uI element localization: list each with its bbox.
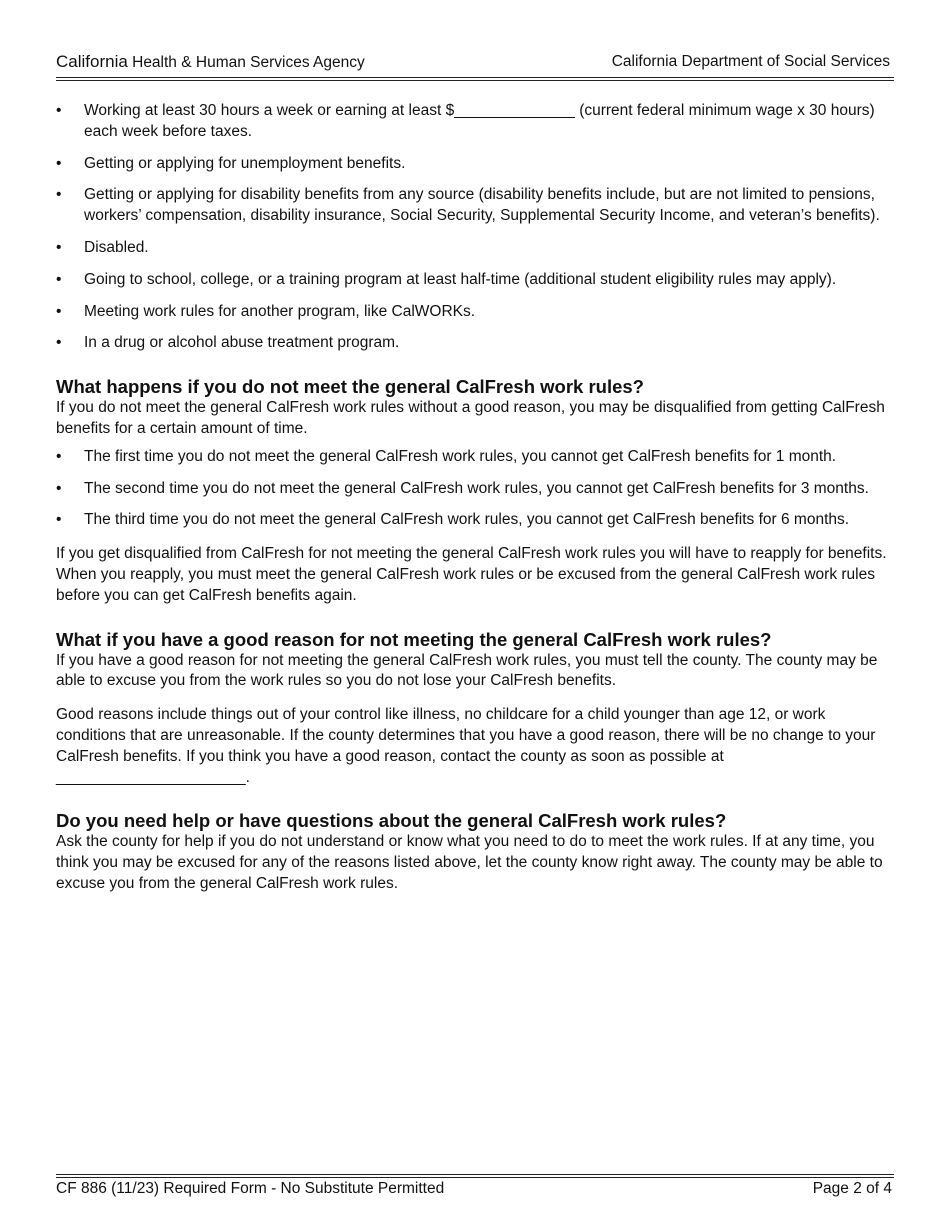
list-item-text: The third time you do not meet the general CalFresh work rules, you cannot get CalFresh benefits for 6 months. — [84, 511, 850, 529]
list-item-text: Getting or applying for unemployment benefits. — [84, 154, 406, 172]
section-heading-help: Do you need help or have questions about the general CalFresh work rules? — [56, 810, 727, 832]
section-intro: If you do not meet the general CalFresh work rules without a good reason, you may be disqualified from getting CalFresh benefits for a certain amount of time. — [56, 399, 885, 437]
list-item-text: Meeting work rules for another program, like CalWORKs. — [84, 302, 476, 320]
list-item — [56, 270, 892, 291]
list-item-text: In a drug or alcohol abuse treatment program. — [84, 334, 400, 352]
section-heading-disqualification: What happens if you do not meet the general CalFresh work rules? — [56, 376, 644, 398]
list-item-text: The first time you do not meet the general CalFresh work rules, you cannot get CalFresh benefits for 1 month. — [84, 447, 837, 465]
section-heading-good-reason: What if you have a good reason for not meeting the general CalFresh work rules? — [56, 628, 772, 650]
bullet: • — [56, 334, 62, 352]
good-reason-paragraph-1: If you have a good reason for not meeting the general CalFresh work rules, you must tell the county. The county may be able to excuse you from the work rules so you do not lose your CalFresh benefits. — [56, 651, 878, 690]
header-rule — [56, 77, 894, 81]
bullet: • — [56, 238, 62, 256]
department-name: California Department of Social Services — [611, 53, 890, 70]
bullet: • — [56, 479, 62, 497]
list-item — [56, 510, 892, 531]
list-item — [56, 101, 892, 143]
bullet: • — [56, 154, 62, 172]
list-item-text: Getting or applying for disability benefits from any source (disability benefits include, but are not limited to pensions, workers’ compensation, disability insurance, Social Security, Supplemental Security Income, and veteran’s benefits). — [84, 186, 880, 225]
list-item — [56, 185, 892, 227]
list-item — [56, 447, 892, 468]
bullet: • — [56, 186, 62, 204]
list-item — [56, 333, 892, 354]
agency-rest: Health & Human Services Agency — [127, 54, 365, 71]
page-number: Page 2 of 4 — [812, 1180, 892, 1197]
bullet: • — [56, 302, 62, 320]
form-identifier: CF 886 (11/23) Required Form - No Substitute Permitted — [56, 1180, 445, 1197]
penalty-list — [56, 447, 892, 531]
page-body — [56, 101, 892, 895]
bullet: • — [56, 270, 62, 288]
reapply-paragraph: If you get disqualified from CalFresh for not meeting the general CalFresh work rules you will have to reapply for benefits. When you reapply, you must meet the general CalFresh work rules or be excused from the general CalFresh work rules before you can get CalFresh benefits again. — [56, 545, 887, 604]
agency-name — [56, 52, 365, 72]
list-item — [56, 302, 892, 323]
bullet: • — [56, 511, 62, 529]
footer-rule — [56, 1174, 894, 1178]
help-paragraph: Ask the county for help if you do not understand or know what you need to do to meet the work rules. If at any time, you think you may be excused for any of the reasons listed above, let the county know right away. The county may be able to excuse you from the general CalFresh work rules. — [56, 833, 883, 892]
list-item-text: Working at least 30 hours a week or earning at least $______________ (current federal minimum wage x 30 hours) each week before taxes. — [84, 102, 875, 140]
bullet: • — [56, 447, 62, 465]
bullet: • — [56, 102, 62, 119]
list-item-text: Disabled. — [84, 238, 149, 256]
list-item — [56, 238, 892, 259]
good-reason-paragraph-2: Good reasons include things out of your control like illness, no childcare for a child younger than age 12, or work conditions that are unreasonable. If the county determines that you have a good reason, there will be no change to your CalFresh benefits. If you think you have a good reason, contact the county as soon as possible at ______________________. — [56, 706, 876, 786]
list-item — [56, 154, 892, 175]
exemption-list — [56, 101, 892, 354]
list-item-text: Going to school, college, or a training program at least half-time (additional student eligibility rules may apply). — [84, 270, 837, 288]
list-item — [56, 479, 892, 500]
page-header — [56, 52, 890, 76]
list-item-text: The second time you do not meet the general CalFresh work rules, you cannot get CalFresh benefits for 3 months. — [84, 479, 869, 497]
agency-state: California — [56, 52, 128, 71]
